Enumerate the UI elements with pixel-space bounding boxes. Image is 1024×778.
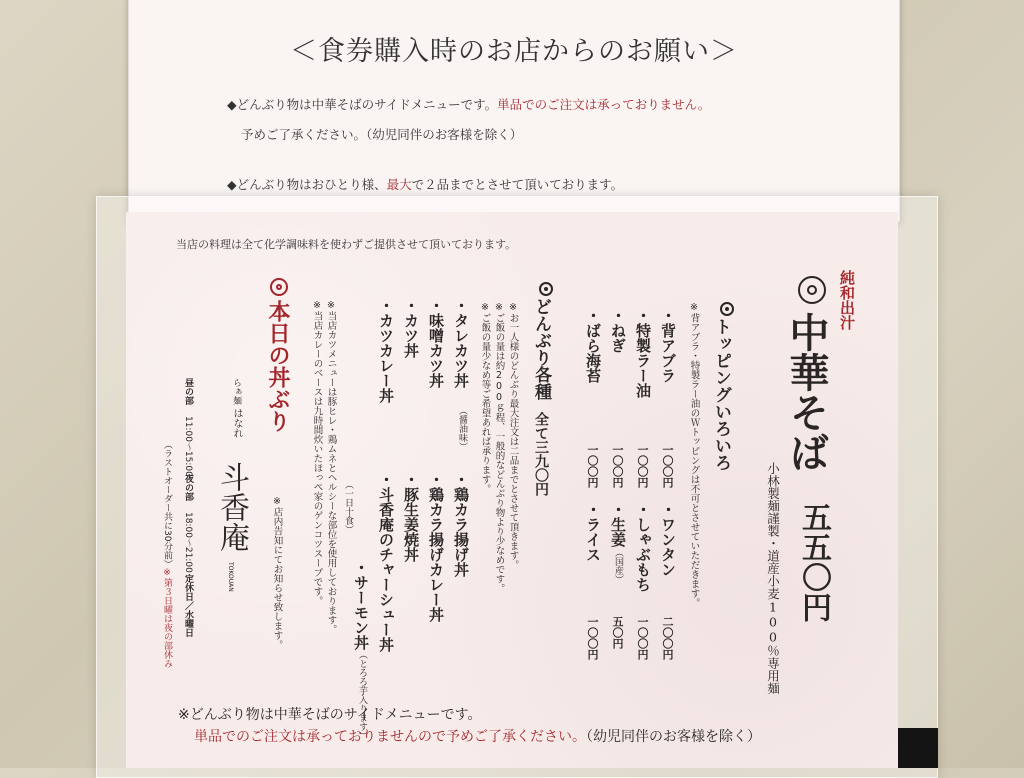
topping-item-price: 一〇〇円: [661, 444, 674, 488]
hours-dinner: 18:00〜21:00: [183, 512, 193, 573]
card-header: 当店の料理は全て化学調味料を使わずご提供させて頂いております。: [176, 238, 517, 251]
topping-item-name: ・ライス: [584, 502, 602, 562]
holiday: 定休日／水曜日: [183, 574, 193, 637]
notice-line-2: 予めご了承ください。（幼児同伴のお客様を除く）: [241, 127, 523, 142]
donburi-title: どんぶり各種: [531, 298, 551, 400]
notice-line-3-c: で２品までとさせて頂いております。: [411, 177, 624, 192]
notice-line-3-b: 最大: [386, 177, 412, 192]
topping-item-price: 一〇〇円: [636, 616, 649, 660]
topping-item-name: ・ワンタン: [659, 502, 677, 577]
donburi-item-sub: （醤油味）: [457, 406, 467, 451]
notice-line-3-a: ◆どんぶり物はおひとり様、: [227, 177, 387, 192]
donburi-item-name: ・斗香庵のチャーシュー丼: [377, 472, 395, 652]
topping-item-name: ・特製ラー油: [634, 308, 652, 398]
hours-dinner-label: 夜の部: [183, 474, 193, 501]
circle-mark-icon: [720, 302, 734, 316]
donburi-item-name: ・カツカレー丼: [377, 298, 395, 403]
topping-item-name: ・生姜: [609, 502, 627, 547]
topping-item-price: 一〇〇円: [586, 444, 599, 488]
katsu-note: ※当店カツメニューは豚ヒレ・鶏ムネとヘルシーな部位を使用しております。: [325, 300, 337, 634]
footer-line-2-a: 単品でのご注文は承っておりませんので予めご了承ください。: [194, 729, 586, 745]
donburi-item-name: ・サーモン丼: [352, 560, 370, 650]
holiday-note: ※第３日曜は夜の部休み: [162, 568, 172, 668]
donburi-item-name: ・カツ丼: [402, 298, 420, 358]
main-name: 中華そば: [783, 312, 830, 472]
toppings-title: トッピングいろいろ: [711, 318, 731, 471]
topping-item-name: ・背アブラ: [659, 308, 677, 383]
circle-mark-icon: [539, 282, 553, 296]
footer-line-2: [194, 726, 761, 746]
today-note: ※店内告知にてお知らせ致します。: [271, 496, 283, 650]
main-tag: 純和出汁: [838, 270, 856, 330]
hours-lunch-label: 昼の部: [183, 378, 193, 405]
curry-note: ※当店カレーのベースは九時間炊いたほっぺ家のゲンコツスープです。: [311, 300, 323, 606]
main-price: 五五〇円: [796, 502, 831, 622]
last-order: （ラストオーダー共に30分前）: [162, 440, 172, 569]
topping-item-name: ・ねぎ: [609, 308, 627, 353]
shop-roman: TOKOUAN: [227, 562, 234, 592]
notice-title: ＜食券購入時のお店からのお願い＞: [290, 36, 738, 67]
donburi-item-sub: （一日十食）: [343, 480, 353, 534]
footer-line-2-b: （幼児同伴のお客様を除く）: [586, 729, 761, 745]
donburi-item-sub: （とろろ芋入ります）: [357, 650, 367, 740]
notice-line-1-a: ◆どんぶり物は中華そばのサイドメニューです。: [227, 97, 498, 112]
topping-item-price: 一〇〇円: [636, 444, 649, 488]
notice-line-3: [227, 175, 623, 193]
donburi-item-name: ・鶏カラ揚げ丼: [452, 472, 470, 577]
circle-mark-icon: [798, 276, 826, 304]
footer-line-1: ※どんぶり物は中華そばのサイドメニューです。: [178, 707, 482, 723]
notice-sheet: [128, 0, 900, 222]
topping-item-price: 一〇〇円: [586, 616, 599, 660]
donburi-note: ※お一人様のどんぶり最大注文は二品までとさせて頂きます。: [507, 302, 519, 570]
notice-line-1: [227, 95, 710, 113]
main-note: 小林製麺謹製・道産小麦100％専用麺: [765, 462, 781, 695]
donburi-item-name: ・味噌カツ丼: [427, 298, 445, 388]
hours-lunch: 11:00〜15:00: [183, 416, 193, 477]
donburi-item-name: ・豚生姜焼丼: [402, 472, 420, 562]
donburi-item-name: ・鶏カラ揚げカレー丼: [427, 472, 445, 622]
topping-item-price: 一〇〇円: [611, 444, 624, 488]
topping-item-sub: （国産）: [613, 548, 623, 584]
donburi-item-name: ・タレカツ丼: [452, 298, 470, 388]
menu-card: [126, 212, 898, 768]
topping-item-name: ・しゃぶもち: [634, 502, 652, 592]
topping-item-name: ・ばら海苔: [584, 308, 602, 383]
dark-edge: [898, 728, 938, 768]
shop-logo: 斗香庵: [214, 462, 249, 552]
toppings-note: ※背アブラ・特製ラー油のＷトッピングは不可とさせていただきます。: [688, 302, 700, 608]
donburi-price: 全て三九〇円: [533, 412, 549, 496]
shop-prefix: らぁ麺: [231, 378, 241, 405]
topping-item-price: 二〇〇円: [661, 616, 674, 660]
today-title: 本日の丼ぶり: [265, 300, 290, 432]
circle-mark-red-icon: [270, 278, 288, 296]
notice-line-1-b: 単品でのご注文は承っておりません。: [497, 97, 711, 112]
shop-small: はなれ: [231, 408, 242, 438]
topping-item-price: 五〇円: [611, 616, 624, 649]
donburi-note: ※ご飯の量は約200ｇ程、一般的などんぶり物より少なめです。: [493, 302, 505, 593]
donburi-note: ※ご飯の量少なめ等ご希望あれば承ります。: [479, 302, 491, 494]
